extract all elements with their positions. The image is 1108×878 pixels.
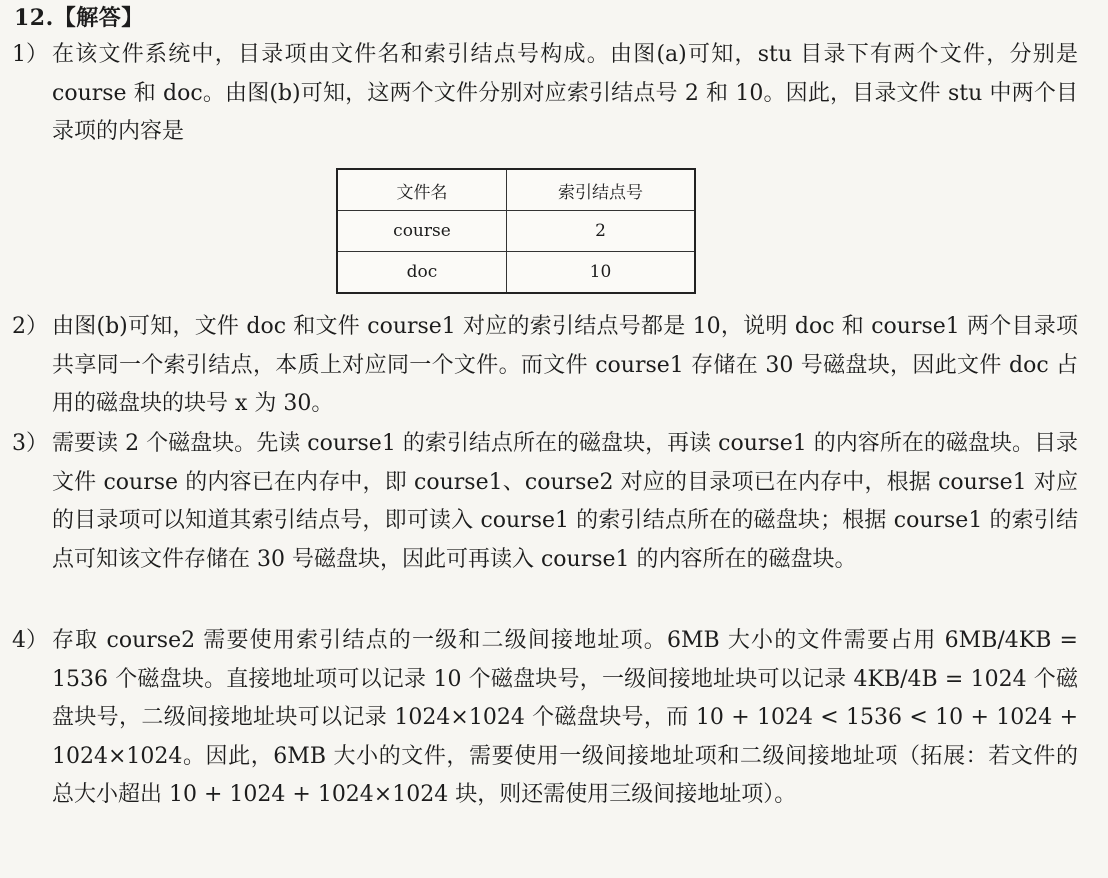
answer-item-4: [12, 622, 1078, 815]
item-text: 需要读 2 个磁盘块。先读 course1 的索引结点所在的磁盘块，再读 course1 的内容所在的磁盘块。目录文件 course 的内容已在内存中，即 course1、course2 对应的目录项已在内存中，根据 course1 对应的目录项可以知道其索引结点号，即可读入 course1 的索引结点所在的磁盘块；根据 course1 的索引结点可知该文件存储在 30 号磁盘块，因此可再读入 course1 的内容所在的磁盘块。: [52, 431, 1078, 572]
table-row: [337, 252, 695, 294]
column-header-inode: 索引结点号: [506, 169, 695, 211]
table-cell-inode: 2: [506, 211, 695, 252]
table-cell-filename: course: [337, 211, 506, 252]
column-header-filename: 文件名: [337, 169, 506, 211]
answer-item-2: [12, 308, 1078, 424]
answer-item-3: [12, 425, 1078, 579]
table-header-row: [337, 169, 695, 211]
item-number: 1）: [12, 42, 48, 67]
item-text: 在该文件系统中，目录项由文件名和索引结点号构成。由图(a)可知，stu 目录下有两个文件，分别是 course 和 doc。由图(b)可知，这两个文件分别对应索引结点号 2 和 10。因此，目录文件 stu 中两个目录项的内容是: [52, 42, 1078, 144]
item-number: 2）: [12, 314, 48, 339]
item-text: 存取 course2 需要使用索引结点的一级和二级间接地址项。6MB 大小的文件需要占用 6MB/4KB = 1536 个磁盘块。直接地址项可以记录 10 个磁盘块号，一级间接地址块可以记录 4KB/4B = 1024 个磁盘块号，二级间接地址块可以记录 1024×1024 个磁盘块号，而 10 + 1024 < 1536 < 10 + 1024 + 1024×1024。因此，6MB 大小的文件，需要使用一级间接地址项和二级间接地址项（拓展：若文件的总大小超出 10 + 1024 + 1024×1024 块，则还需使用三级间接地址项）。: [52, 628, 1078, 807]
directory-entry-table: [336, 168, 696, 294]
item-text: 由图(b)可知，文件 doc 和文件 course1 对应的索引结点号都是 10，说明 doc 和 course1 两个目录项共享同一个索引结点，本质上对应同一个文件。而文件 course1 存储在 30 号磁盘块，因此文件 doc 占用的磁盘块的块号 x 为 30。: [52, 314, 1078, 416]
table-row: [337, 211, 695, 252]
table-cell-inode: 10: [506, 252, 695, 294]
answer-heading: 12.【解答】: [14, 5, 144, 31]
item-number: 3）: [12, 431, 48, 456]
table-cell-filename: doc: [337, 252, 506, 294]
answer-item-1: [12, 36, 1078, 152]
item-number: 4）: [12, 628, 48, 653]
